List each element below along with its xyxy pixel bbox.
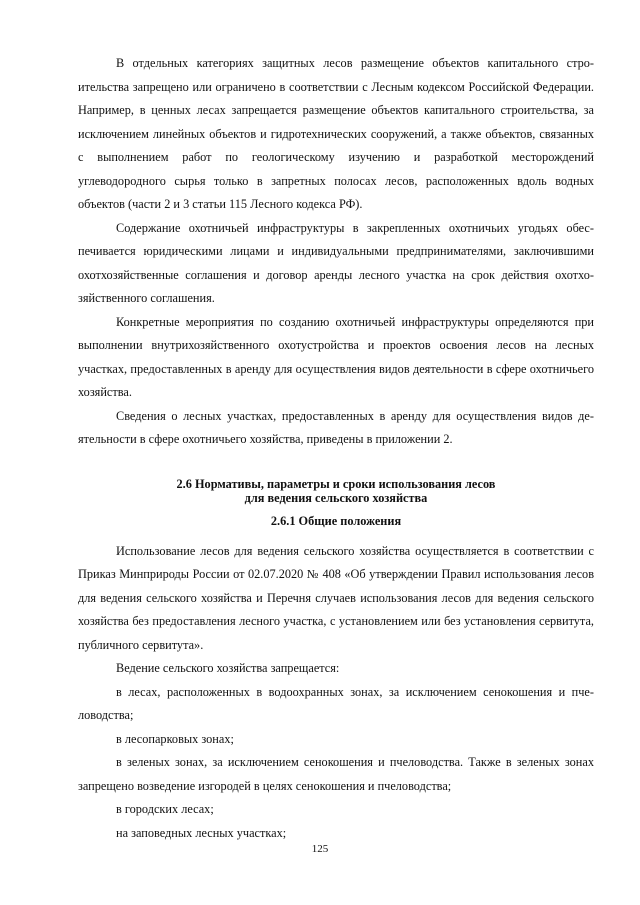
list-item-forest-park: в лесопарковых зонах; bbox=[116, 731, 234, 746]
list-item-water-protection: в лесах, расположенных в водоохранных зонах, за исключением сенокошения и пчеловодства; bbox=[78, 684, 594, 722]
paragraph-agriculture-order: Использование лесов для ведения сельского хозяйства осуществляется в соответствии с Приказ Минприроды России от 02.07.2020 № 408 «Об утверждении Правил использования лесов для ведения сельского хозяйства и Перечня случаев использования лесов для ведения сельского хозяйства без предоставления лесного участка, с установлением или без установления сервитута, публичного сервитута». bbox=[78, 543, 594, 652]
section-heading-line-1: 2.6 Нормативы, параметры и сроки использования лесов bbox=[176, 476, 496, 491]
list-item-reserved-plots: на заповедных лесных участках; bbox=[116, 825, 287, 840]
subsection-heading: 2.6.1 Общие положения bbox=[270, 513, 402, 528]
list-item-city-forests: в городских лесах; bbox=[116, 802, 214, 816]
paragraph-agriculture-prohibited: Ведение сельского хозяйства запрещается: bbox=[116, 661, 340, 675]
page-number: 125 bbox=[311, 843, 329, 855]
section-heading-line-2: для ведения сельского хозяйства bbox=[244, 490, 428, 505]
paragraph-hunting-infrastructure: Содержание охотничьей инфраструктуры в закрепленных охотничьих угодьях обеспечивается юридическими лицами и индивидуальными предпринимателями, заключившими охотхозяйственные соглашения и договор аренды лесного участка на срок действия охотхозяйственного соглашения. bbox=[78, 220, 594, 305]
document-page bbox=[78, 52, 594, 845]
paragraph-hunting-measures: Конкретные мероприятия по созданию охотничьей инфраструктуры определяются при выполнении внутрихозяйственного охотустройства и проектов освоения лесов на лесных участках, предоставленных в аренду для осуществления видов деятельности в сфере охотничьего хозяйства. bbox=[78, 314, 594, 399]
paragraph-protective-forests: В отдельных категориях защитных лесов размещение объектов капитального строительства запрещено или ограничено в соответствии с Лесным кодексом Российской Федерации. Например, в ценных лесах запрещается размещение объектов капитального строительства, за исключением линейных объектов и гидротехнических сооружений, а также объектов, связанных с выполнением работ по геологическому изучению и разработкой месторождений углеводородного сырья только в запретных полосах лесов, расположенных вдоль водных объектов (части 2 и 3 статьи 115 Лесного кодекса РФ). bbox=[78, 56, 594, 211]
list-item-green-zones: в зеленых зонах, за исключением сенокошения и пчеловодства. Также в зеленых зонах запрещено возведение изгородей в целях сенокошения и пчеловодства; bbox=[78, 755, 594, 793]
paragraph-hunting-lease-info: Сведения о лесных участках, предоставленных в аренду для осуществления видов деятельности в сфере охотничьего хозяйства, приведены в приложении 2. bbox=[78, 408, 594, 446]
section-heading bbox=[78, 477, 594, 505]
